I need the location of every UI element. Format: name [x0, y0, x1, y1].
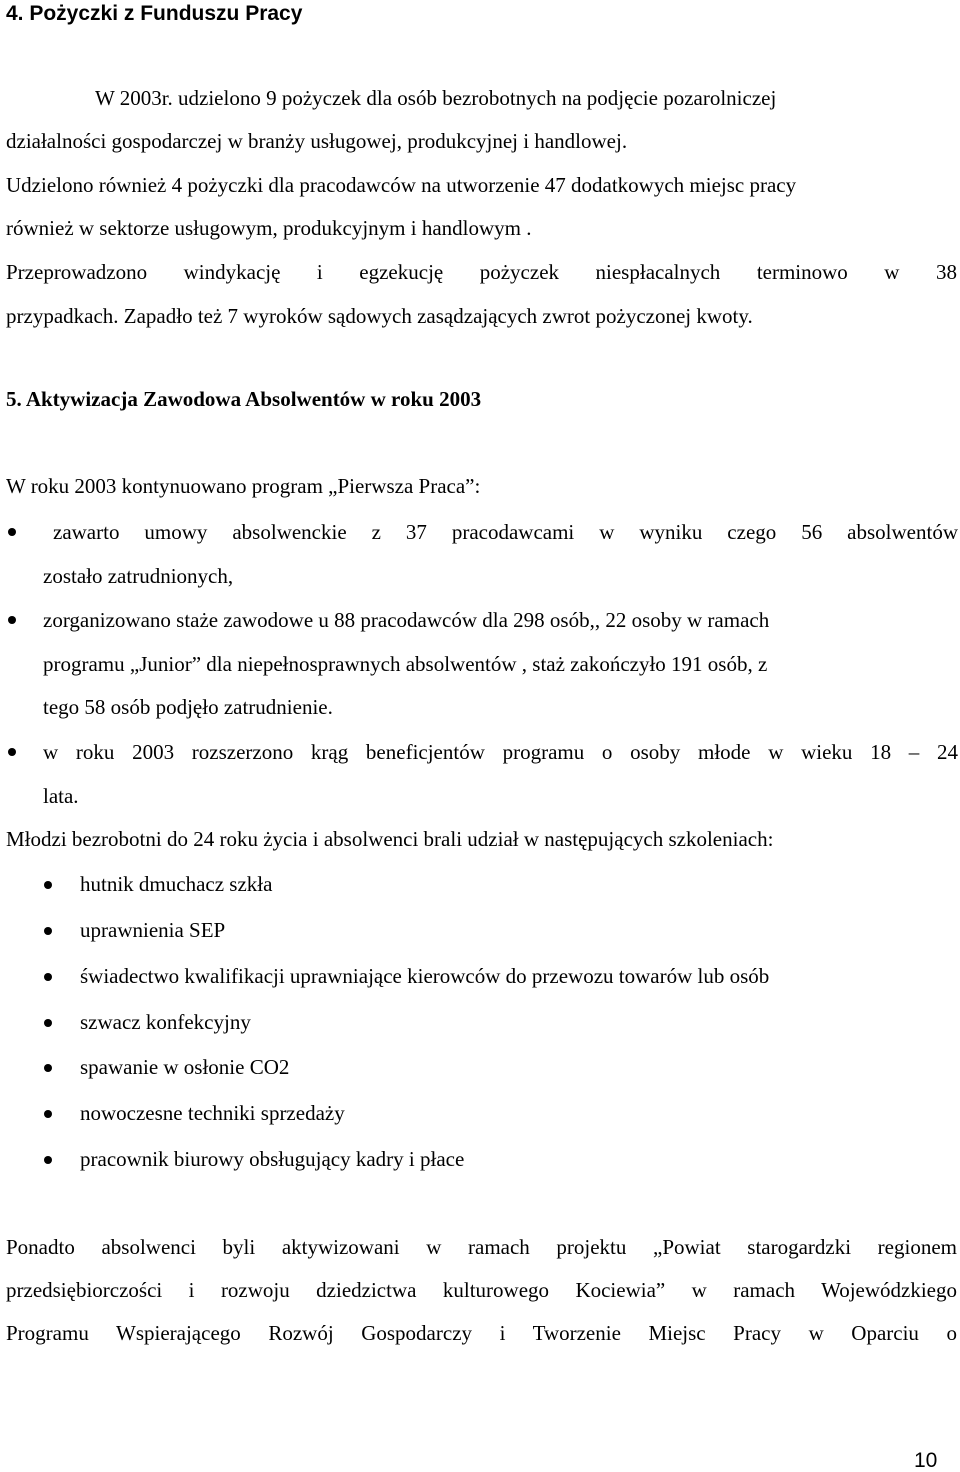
bullet-icon [44, 927, 52, 935]
training-item: nowoczesne techniki sprzedaży [80, 1101, 345, 1125]
program-bullet-line: lata. [43, 784, 79, 808]
section-4-paragraph-line: również w sektorze usługowym, produkcyjnym i handlowym . [6, 216, 532, 240]
section-4-paragraph-line: działalności gospodarczej w branży usługowej, produkcyjnej i handlowej. [6, 129, 628, 153]
bullet-icon [44, 1019, 52, 1027]
program-bullet-line: zorganizowano staże zawodowe u 88 pracodawców dla 298 osób,, 22 osoby w ramach [43, 608, 770, 632]
bullet-icon [44, 973, 52, 981]
closing-paragraph-line: przedsiębiorczości i rozwoju dziedzictwa kulturowego Kociewia” w ramach Wojewódzkiego [6, 1278, 957, 1302]
program-intro: W roku 2003 kontynuowano program „Pierwsza Praca”: [6, 474, 481, 498]
program-bullet-line: w roku 2003 rozszerzono krąg beneficjentów programu o osoby młode w wieku 18 – 24 [43, 740, 958, 764]
section-4-heading: 4. Pożyczki z Funduszu Pracy [6, 2, 303, 25]
bullet-icon [44, 1156, 52, 1164]
section-4-paragraph-line: Udzielono również 4 pożyczki dla pracodawców na utworzenie 47 dodatkowych miejsc pracy [6, 173, 797, 197]
bullet-icon [44, 1110, 52, 1118]
bullet-icon [8, 528, 16, 536]
training-item: świadectwo kwalifikacji uprawniające kierowców do przewozu towarów lub osób [80, 964, 770, 988]
bullet-icon [8, 616, 16, 624]
bullet-icon [44, 881, 52, 889]
closing-paragraph-line: Ponadto absolwenci byli aktywizowani w ramach projektu „Powiat starogardzki regionem [6, 1235, 957, 1259]
bullet-icon [44, 1064, 52, 1072]
program-bullet-line: tego 58 osób podjęło zatrudnienie. [43, 695, 333, 719]
section-5-heading: 5. Aktywizacja Zawodowa Absolwentów w roku 2003 [6, 387, 482, 411]
closing-paragraph-line: Programu Wspierającego Rozwój Gospodarczy i Tworzenie Miejsc Pracy w Oparciu o [6, 1321, 957, 1345]
training-item: szwacz konfekcyjny [80, 1010, 251, 1034]
bullet-icon [8, 748, 16, 756]
page-number: 10 [914, 1449, 938, 1472]
program-bullet-line: zawarto umowy absolwenckie z 37 pracodawcami w wyniku czego 56 absolwentów [53, 520, 958, 544]
section-4-paragraph-line: Przeprowadzono windykację i egzekucję pożyczek niespłacalnych terminowo w 38 [6, 260, 957, 284]
program-bullet-line: programu „Junior” dla niepełnosprawnych absolwentów , staż zakończyło 191 osób, z [43, 652, 768, 676]
section-4-paragraph-line: W 2003r. udzielono 9 pożyczek dla osób bezrobotnych na podjęcie pozarolniczej [95, 86, 777, 110]
training-item: spawanie w osłonie CO2 [80, 1055, 290, 1079]
training-item: pracownik biurowy obsługujący kadry i płace [80, 1147, 465, 1171]
training-item: hutnik dmuchacz szkła [80, 872, 273, 896]
training-item: uprawnienia SEP [80, 918, 226, 942]
program-bullet-line: zostało zatrudnionych, [43, 564, 234, 588]
section-4-paragraph-line: przypadkach. Zapadło też 7 wyroków sądowych zasądzających zwrot pożyczonej kwoty. [6, 304, 753, 328]
training-intro: Młodzi bezrobotni do 24 roku życia i absolwenci brali udział w następujących szkoleniach: [6, 827, 774, 851]
